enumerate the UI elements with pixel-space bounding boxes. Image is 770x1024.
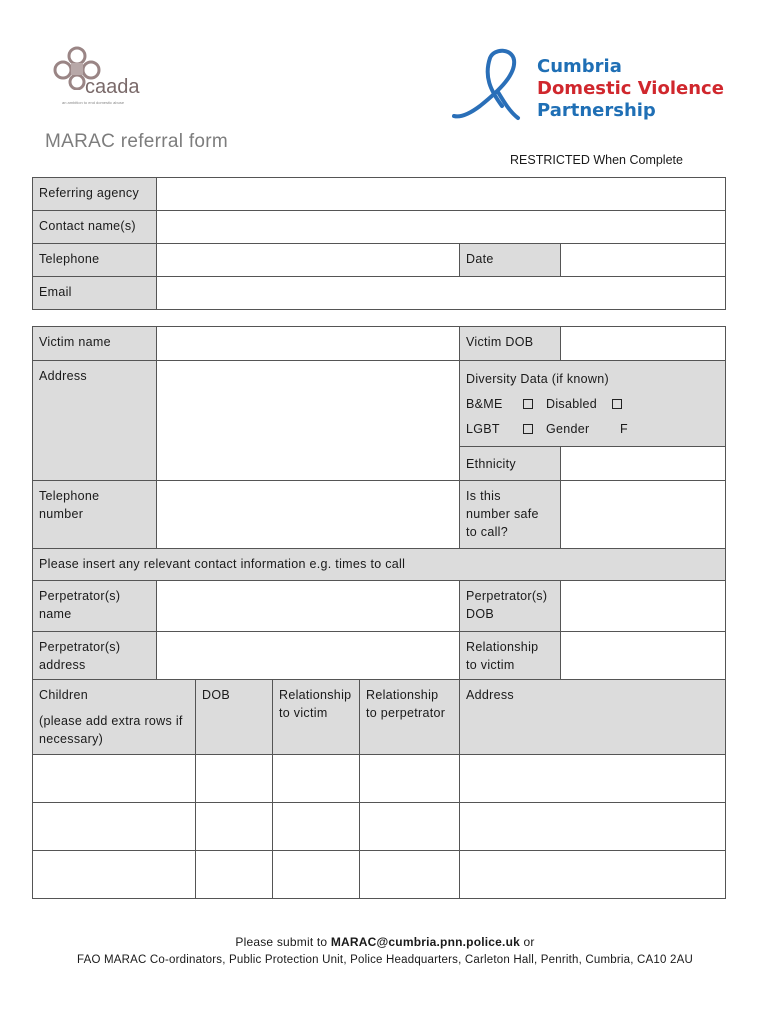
email-field[interactable]	[157, 277, 726, 310]
ribbon-icon	[450, 46, 530, 126]
child-2-name-field[interactable]	[33, 803, 196, 851]
victim-dob-field[interactable]	[561, 327, 726, 361]
children-rel-perp-header	[360, 680, 460, 755]
relationship-label	[460, 632, 561, 683]
child-3-dob-field[interactable]	[196, 851, 273, 899]
child-1-dob-field[interactable]	[196, 755, 273, 803]
child-1-address-field[interactable]	[460, 755, 726, 803]
safe-to-call-l1: Is this	[466, 489, 501, 503]
child-2-rel-victim-field[interactable]	[273, 803, 360, 851]
child-1-name-field[interactable]	[33, 755, 196, 803]
footer-suffix: or	[523, 935, 535, 949]
contact-names-label: Contact name(s)	[33, 211, 157, 244]
child-2-address-field[interactable]	[460, 803, 726, 851]
table-row	[33, 803, 726, 851]
bme-label: B&ME	[466, 397, 503, 411]
relationship-l2: to victim	[466, 658, 515, 672]
victim-table	[32, 326, 726, 683]
table-row	[33, 851, 726, 899]
children-header	[33, 680, 196, 755]
date-label: Date	[460, 244, 561, 277]
referrer-telephone-field[interactable]	[157, 244, 460, 277]
perpetrator-name-label	[33, 581, 157, 632]
footer-line1	[0, 935, 770, 949]
child-1-rel-victim-field[interactable]	[273, 755, 360, 803]
children-rel-victim-header	[273, 680, 360, 755]
address-label: Address	[33, 361, 157, 481]
ethnicity-label: Ethnicity	[460, 447, 561, 481]
child-3-address-field[interactable]	[460, 851, 726, 899]
children-label: Children	[39, 688, 88, 702]
address-field[interactable]	[157, 361, 460, 481]
victim-telephone-label	[33, 481, 157, 549]
restricted-label: RESTRICTED When Complete	[510, 153, 683, 167]
contact-names-field[interactable]	[157, 211, 726, 244]
lgbt-label: LGBT	[466, 422, 500, 436]
referring-agency-label: Referring agency	[33, 178, 157, 211]
perpetrator-name-l2: name	[39, 607, 72, 621]
victim-dob-label: Victim DOB	[460, 327, 561, 361]
children-note-l2: necessary)	[39, 732, 104, 746]
victim-name-field[interactable]	[157, 327, 460, 361]
children-address-header: Address	[460, 680, 726, 755]
footer-prefix: Please submit to	[235, 935, 328, 949]
referrer-telephone-label: Telephone	[33, 244, 157, 277]
perpetrator-address-l1: Perpetrator(s)	[39, 640, 121, 654]
diversity-row-2	[466, 417, 719, 442]
perpetrator-address-label	[33, 632, 157, 683]
child-3-name-field[interactable]	[33, 851, 196, 899]
contact-info-label: Please insert any relevant contact information e.g. times to call	[33, 549, 726, 581]
relationship-field[interactable]	[561, 632, 726, 683]
victim-name-label: Victim name	[33, 327, 157, 361]
child-3-rel-victim-field[interactable]	[273, 851, 360, 899]
safe-to-call-label	[460, 481, 561, 549]
gender-label: Gender	[546, 422, 590, 436]
children-note-l1: (please add extra rows if	[39, 714, 183, 728]
perpetrator-address-l2: address	[39, 658, 86, 672]
footer-line2: FAO MARAC Co-ordinators, Public Protection Unit, Police Headquarters, Carleton Hall, Penrith, Cumbria, CA10 2AU	[77, 954, 693, 966]
referrer-table	[32, 177, 726, 310]
disabled-checkbox[interactable]	[612, 399, 622, 409]
perpetrator-dob-label	[460, 581, 561, 632]
form-title: MARAC referral form	[45, 131, 229, 152]
diversity-cell	[460, 361, 726, 447]
safe-to-call-l2: number safe	[466, 507, 539, 521]
cdvp-line2: Domestic Violence	[537, 78, 724, 99]
perpetrator-address-field[interactable]	[157, 632, 460, 683]
perpetrator-dob-l2: DOB	[466, 607, 494, 621]
child-2-rel-perp-field[interactable]	[360, 803, 460, 851]
safe-to-call-field[interactable]	[561, 481, 726, 549]
children-dob-header: DOB	[196, 680, 273, 755]
victim-telephone-field[interactable]	[157, 481, 460, 549]
safe-to-call-l3: to call?	[466, 525, 509, 539]
lgbt-checkbox[interactable]	[523, 424, 533, 434]
child-3-rel-perp-field[interactable]	[360, 851, 460, 899]
children-rel-victim-l1: Relationship	[279, 688, 352, 702]
referring-agency-field[interactable]	[157, 178, 726, 211]
caada-logo	[52, 46, 152, 108]
children-rel-perp-l1: Relationship	[366, 688, 439, 702]
children-rel-perp-l2: to perpetrator	[366, 706, 446, 720]
disabled-label: Disabled	[546, 397, 598, 411]
footer-email-link[interactable]: MARAC@cumbria.pnn.police.uk	[330, 935, 520, 949]
cdvp-line3: Partnership	[537, 100, 656, 121]
perpetrator-name-l1: Perpetrator(s)	[39, 589, 121, 603]
cdvp-logo	[450, 46, 730, 126]
child-2-dob-field[interactable]	[196, 803, 273, 851]
cdvp-line1: Cumbria	[537, 56, 622, 77]
children-rel-victim-l2: to victim	[279, 706, 328, 720]
bme-checkbox[interactable]	[523, 399, 533, 409]
diversity-label: Diversity Data (if known)	[466, 372, 609, 386]
ethnicity-field[interactable]	[561, 447, 726, 481]
email-label: Email	[33, 277, 157, 310]
child-1-rel-perp-field[interactable]	[360, 755, 460, 803]
caada-tagline: an ambition to end domestic abuse	[62, 100, 125, 105]
caada-name: caada	[85, 76, 140, 98]
date-field[interactable]	[561, 244, 726, 277]
perpetrator-name-field[interactable]	[157, 581, 460, 632]
perpetrator-dob-field[interactable]	[561, 581, 726, 632]
gender-value[interactable]: F	[620, 422, 628, 436]
victim-telephone-label-l2: number	[39, 507, 84, 521]
victim-telephone-label-l1: Telephone	[39, 489, 100, 503]
children-table	[32, 679, 726, 899]
table-row	[33, 755, 726, 803]
diversity-row-1	[466, 392, 719, 417]
perpetrator-dob-l1: Perpetrator(s)	[466, 589, 548, 603]
relationship-l1: Relationship	[466, 640, 539, 654]
